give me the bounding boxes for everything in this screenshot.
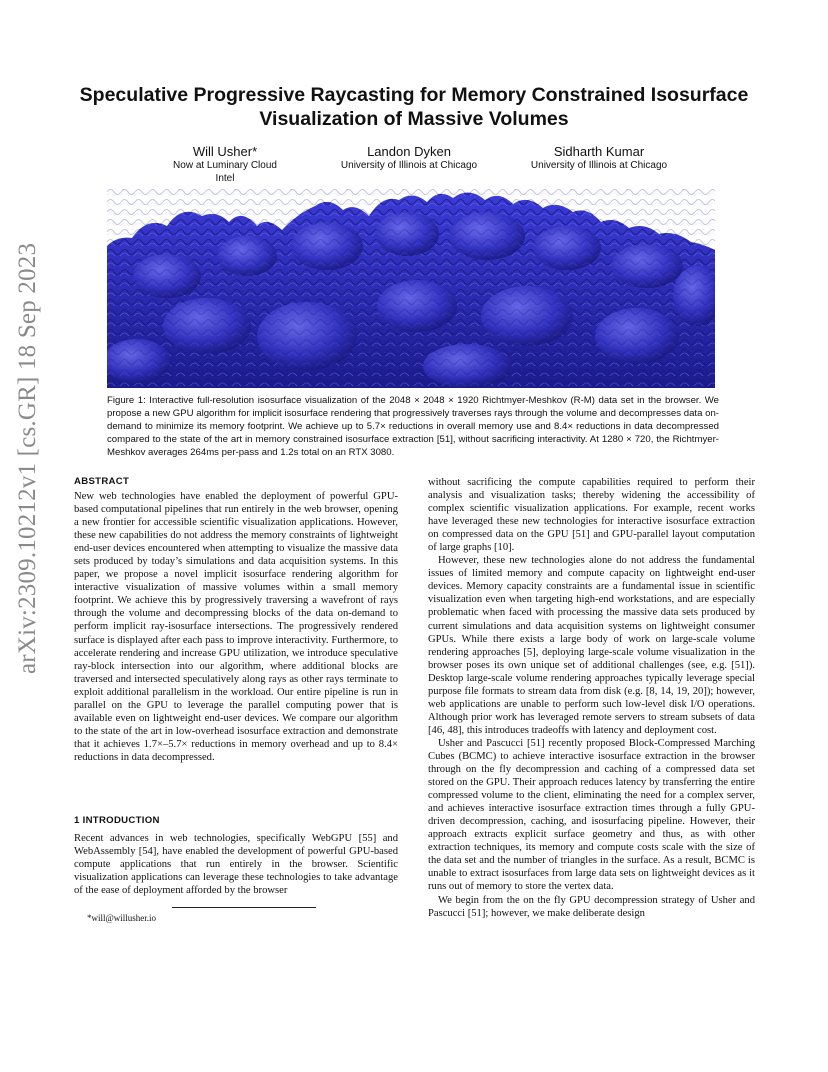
- footnote-rule: [172, 907, 316, 908]
- author-affiliation: Now at Luminary Cloud: [173, 160, 277, 171]
- abstract-body: [74, 490, 398, 764]
- arxiv-watermark: arXiv:2309.10212v1 [cs.GR] 18 Sep 2023: [14, 242, 41, 674]
- intro-paragraph: Recent advances in web technologies, specifically WebGPU [55] and WebAssembly [54], have enabled the development of powerful GPU-based compute applications that run entirely in the browser. Scientific visualization applications can leverage these technologies to take advantage of the ease of deployment afforded by the browser: [74, 833, 398, 897]
- author-affiliation: University of Illinois at Chicago: [340, 160, 478, 171]
- title-line-1: Speculative Progressive Raycasting for Memory Constrained Isosurface: [79, 84, 749, 106]
- author-block-3: [515, 143, 683, 173]
- author-block-2: [325, 143, 493, 173]
- body-paragraph: Usher and Pascucci [51] recently proposed Block-Compressed Marching Cubes (BCMC) to achieve interactive isosurface extraction in the browser through on the fly decompression and caching of a compressed data set stored on the GPU. Their approach reduces latency by transferring the entire compressed volume to the client, eliminating the need for a complex server, and achieves interactive isosurface extraction times through a fully GPU-driven decompression, caching, and isosurfacing pipeline. However, their approach extracts explicit surface geometry and thus, as with other extraction techniques, its memory and compute costs scale with the size of the data set and the number of triangles in the surface. As a result, BCMC is unable to extract isosurfaces from large data sets on lightweight devices as it runs out of memory to store the vertex data.: [428, 737, 755, 893]
- author-name: Sidharth Kumar: [553, 144, 645, 159]
- body-paragraph: We begin from the on the fly GPU decompression strategy of Usher and Pascucci [51]; however, we make deliberate design: [428, 894, 755, 919]
- introduction-heading: 1 INTRODUCTION: [74, 815, 160, 826]
- right-column: [428, 476, 755, 920]
- figure-caption: Figure 1: Interactive full-resolution isosurface visualization of the 2048 × 2048 × 1920 Richtmyer-Meshkov (R-M) data set in the browser. We propose a new GPU algorithm for implicit isosurface rendering that progressively traverses rays through the volume and decompresses data on-demand to minimize its memory footprint. We achieve up to 5.7× reductions in overall memory use and 8.4× reductions in data decompressed compared to the state of the art in memory constrained isosurface extraction [51], without sacrificing interactivity. At 1280 × 720, the Richtmyer-Meshkov averages 264ms per-pass and 1.2s total on an RTX 3080.: [107, 395, 719, 459]
- author-name: Landon Dyken: [367, 144, 451, 159]
- title-line-2: Visualization of Massive Volumes: [259, 108, 569, 130]
- paper-title: [60, 83, 768, 131]
- author-name: Will Usher*: [192, 144, 258, 159]
- author-affiliation: Intel: [215, 172, 235, 184]
- author-affiliation: University of Illinois at Chicago: [530, 160, 668, 171]
- abstract-heading: ABSTRACT: [74, 476, 130, 487]
- abstract-text: New web technologies have enabled the deployment of powerful GPU-based computational pipelines that run entirely in the web browser, opening a new frontier for accessible scientific visualization applications. However, these new capabilities do not address the memory constraints of lightweight end-user devices encountered when attempting to visualize the massive data sets produced by today’s simulations and data acquisition systems. In this paper, we propose a novel implicit isosurface rendering algorithm for interactive visualization of massive volumes within a small memory footprint. We achieve this by progressively traversing a wavefront of rays through the volume and decompressing blocks of the data on-demand to perform implicit ray-isosurface intersections. The progressively rendered surface is displayed after each pass to improve interactivity. Furthermore, to accelerate rendering and increase GPU utilization, we introduce speculative ray-block intersection into our algorithm, where additional blocks are traversed and intersected speculatively along rays as other rays terminate to exploit additional parallelism in the workload. Our entire pipeline is run in parallel on the GPU to leverage the parallel computing power that is available even on lightweight end-user devices. We compare our algorithm to the state of the art in low-overhead isosurface extraction and demonstrate that it achieves 1.7×–5.7× reductions in memory overhead and up to 8.4× reductions in data decompressed.: [74, 491, 398, 763]
- body-paragraph: However, these new technologies alone do not address the fundamental issues of limited memory and compute capacity on lightweight end-user devices. Memory capacity constraints are a fundamental issue in scientific visualization even when targeting high-end workstations, and are especially problematic when faced with processing the massive data sets produced by current simulations and data acquisition systems on lightweight consumer GPUs. While there exists a large body of work on large-scale volume rendering approaches [5], deploying large-scale volume visualization in the browser poses its own unique set of additional challenges (see, e.g. [51]). Desktop large-scale volume rendering approaches typically leverage special purpose file formats to stream data from disk (e.g. [8, 14, 19, 20]); however, web applications are unable to perform such low-level disk I/O operations. Although prior work has leveraged remote servers to stream subsets of data [46, 48], this introduces tradeoffs with latency and deployment cost.: [428, 555, 755, 736]
- intro-left-column: [74, 832, 398, 897]
- teaser-isosurface-image: [107, 186, 715, 388]
- footnote: *will@willusher.io: [87, 913, 157, 923]
- author-block-1: [160, 143, 290, 185]
- body-paragraph: without sacrificing the compute capabilities required to perform their analysis and visualization tasks; thereby widening the accessibility of complex scientific visualization applications. For example, recent works have leveraged these new technologies for interactive isosurface extraction on compressed data on the GPU [51] and GPU-parallel layout computation of large graphs [10].: [428, 477, 755, 554]
